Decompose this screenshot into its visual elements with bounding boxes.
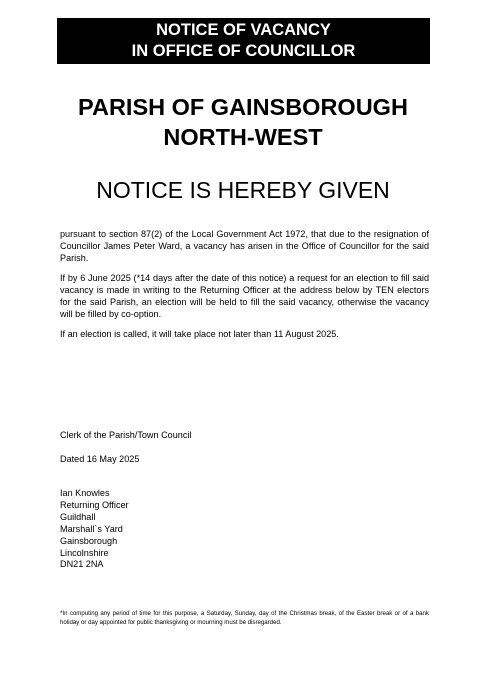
parish-title-line-2: NORTH-WEST: [163, 124, 323, 150]
address-line: Returning Officer: [60, 499, 129, 510]
returning-officer-address: [60, 488, 129, 571]
paragraph-election-date: If an election is called, it will take place not later than 11 August 2025.: [60, 329, 339, 339]
address-line: Guildhall: [60, 511, 96, 522]
dated-line: Dated 16 May 2025: [60, 454, 140, 464]
footnote: *In computing any period of time for this purpose, a Saturday, Sunday, day of the Christmas break, of the Easter break or of a bank holiday or day appointed for public thanksgiving or mourning must be disregarded.: [60, 610, 429, 626]
paragraph-vacancy: pursuant to section 87(2) of the Local Government Act 1972, that due to the resignation of Councillor James Peter Ward, a vacancy has arisen in the Office of Councillor for the said Parish.: [60, 229, 429, 263]
address-line: Ian Knowles: [60, 488, 110, 498]
address-line: Marshall`s Yard: [60, 523, 123, 534]
parish-title-line-1: PARISH OF GAINSBOROUGH: [78, 94, 408, 120]
paragraph-election-request: If by 6 June 2025 (*14 days after the date of this notice) a request for an election to fill said vacancy is made in writing to the Returning Officer at the address below by TEN electors for the said Parish, an election will be held to fill the said vacancy, otherwise the vacancy will be filled by co-option.: [60, 273, 429, 319]
parish-title: [40, 92, 446, 152]
address-line: Lincolnshire: [60, 547, 109, 558]
address-line: Gainsborough: [60, 535, 118, 546]
banner-line-2: IN OFFICE OF COUNCILLOR: [131, 42, 356, 60]
clerk-line: Clerk of the Parish/Town Council: [60, 430, 192, 440]
notice-heading: NOTICE IS HEREBY GIVEN: [96, 177, 390, 203]
address-line: DN21 2NA: [60, 559, 104, 570]
notice-banner: [57, 18, 430, 64]
banner-line-1: NOTICE OF VACANCY: [156, 21, 331, 39]
